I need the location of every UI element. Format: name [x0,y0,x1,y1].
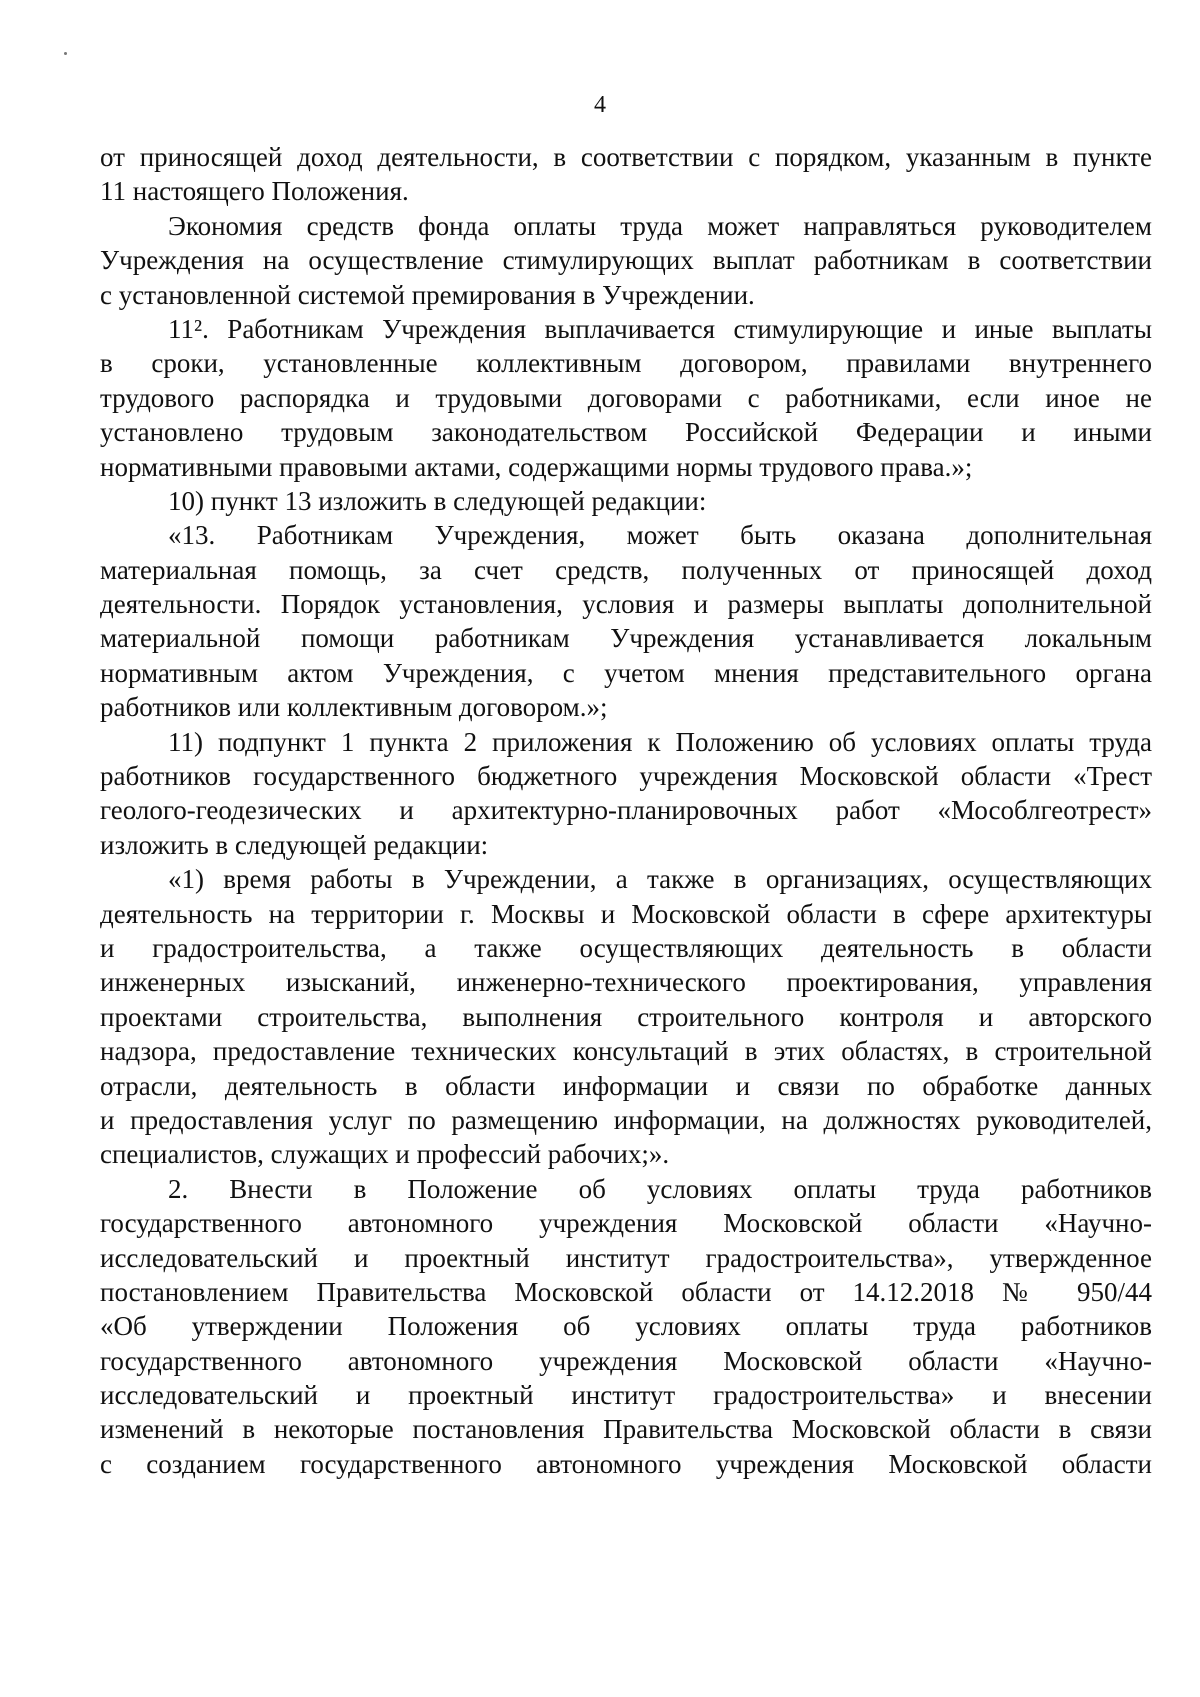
text-line: специалистов, служащих и профессий рабочих;». [100,1139,670,1170]
text-line: исследовательский и проектный институт градостроительства» и внесении [100,1380,1152,1411]
text-line: от приносящей доход деятельности, в соответствии с порядком, указанным в пункте [100,142,1152,172]
text-line: работников или коллективным договором.»; [100,692,608,723]
body-text [100,140,1152,1481]
text-line: работников государственного бюджетного учреждения Московской области «Трест [100,761,1152,792]
text-line: постановлением Правительства Московской области от 14.12.2018 № 950/44 [100,1276,1152,1307]
text-line: «Об утверждении Положения об условиях оплаты труда работников [100,1311,1152,1342]
text-line: изложить в следующей редакции: [100,829,489,860]
text-line: исследовательский и проектный институт градостроительства», утвержденное [100,1242,1152,1273]
page-number: 4 [594,92,606,118]
text-line: нормативными правовыми актами, содержащими нормы трудового права.»; [100,451,973,482]
text-line: проектами строительства, выполнения строительного контроля и авторского [100,1001,1152,1032]
text-line: материальной помощи работникам Учреждения устанавливается локальным [100,623,1152,654]
text-line: государственного автономного учреждения Московской области «Научно- [100,1345,1152,1376]
text-line: геолого-геодезических и архитектурно-планировочных работ «Мособлгеотрест» [100,795,1152,826]
text-line: 11) подпункт 1 пункта 2 приложения к Положению об условиях оплаты труда [168,726,1152,757]
text-line: установлено трудовым законодательством Российской Федерации и иными [100,417,1152,448]
text-line: надзора, предоставление технических консультаций в этих областях, в строительной [100,1036,1152,1067]
text-line: деятельность на территории г. Москвы и Московской области в сфере архитектуры [100,898,1152,929]
text-line: инженерных изысканий, инженерно-технического проектирования, управления [100,967,1152,998]
text-line: 2. Внести в Положение об условиях оплаты труда работников [168,1173,1152,1204]
text-line: 11 настоящего Положения. [100,176,409,207]
text-line: Экономия средств фонда оплаты труда может направляться руководителем [168,210,1152,241]
text-line: 11². Работникам Учреждения выплачивается стимулирующие и иные выплаты [168,313,1152,344]
text-line: 10) пункт 13 изложить в следующей редакции: [168,485,707,516]
text-line: изменений в некоторые постановления Правительства Московской области в связи [100,1414,1152,1445]
text-line: в сроки, установленные коллективным договором, правилами внутреннего [100,348,1152,379]
text-line: материальная помощь, за счет средств, полученных от приносящей доход [100,554,1152,585]
text-line: и предоставления услуг по размещению информации, на должностях руководителей, [100,1104,1152,1135]
text-line: с установленной системой премирования в Учреждении. [100,279,755,310]
text-line: Учреждения на осуществление стимулирующих выплат работникам в соответствии [100,245,1152,276]
text-line: и градостроительства, а также осуществляющих деятельность в области [100,932,1152,963]
text-line: с созданием государственного автономного учреждения Московской области [100,1448,1152,1479]
scan-artifact-dot [64,52,67,55]
text-line: государственного автономного учреждения Московской области «Научно- [100,1208,1152,1239]
text-line: «1) время работы в Учреждении, а также в организациях, осуществляющих [168,864,1152,895]
text-line: деятельности. Порядок установления, условия и размеры выплаты дополнительной [100,589,1152,620]
text-line: «13. Работникам Учреждения, может быть оказана дополнительная [168,520,1152,551]
text-line: нормативным актом Учреждения, с учетом мнения представительного органа [100,657,1152,688]
text-line: отрасли, деятельность в области информации и связи по обработке данных [100,1070,1152,1101]
text-line: трудового распорядка и трудовыми договорами с работниками, если иное не [100,382,1152,413]
